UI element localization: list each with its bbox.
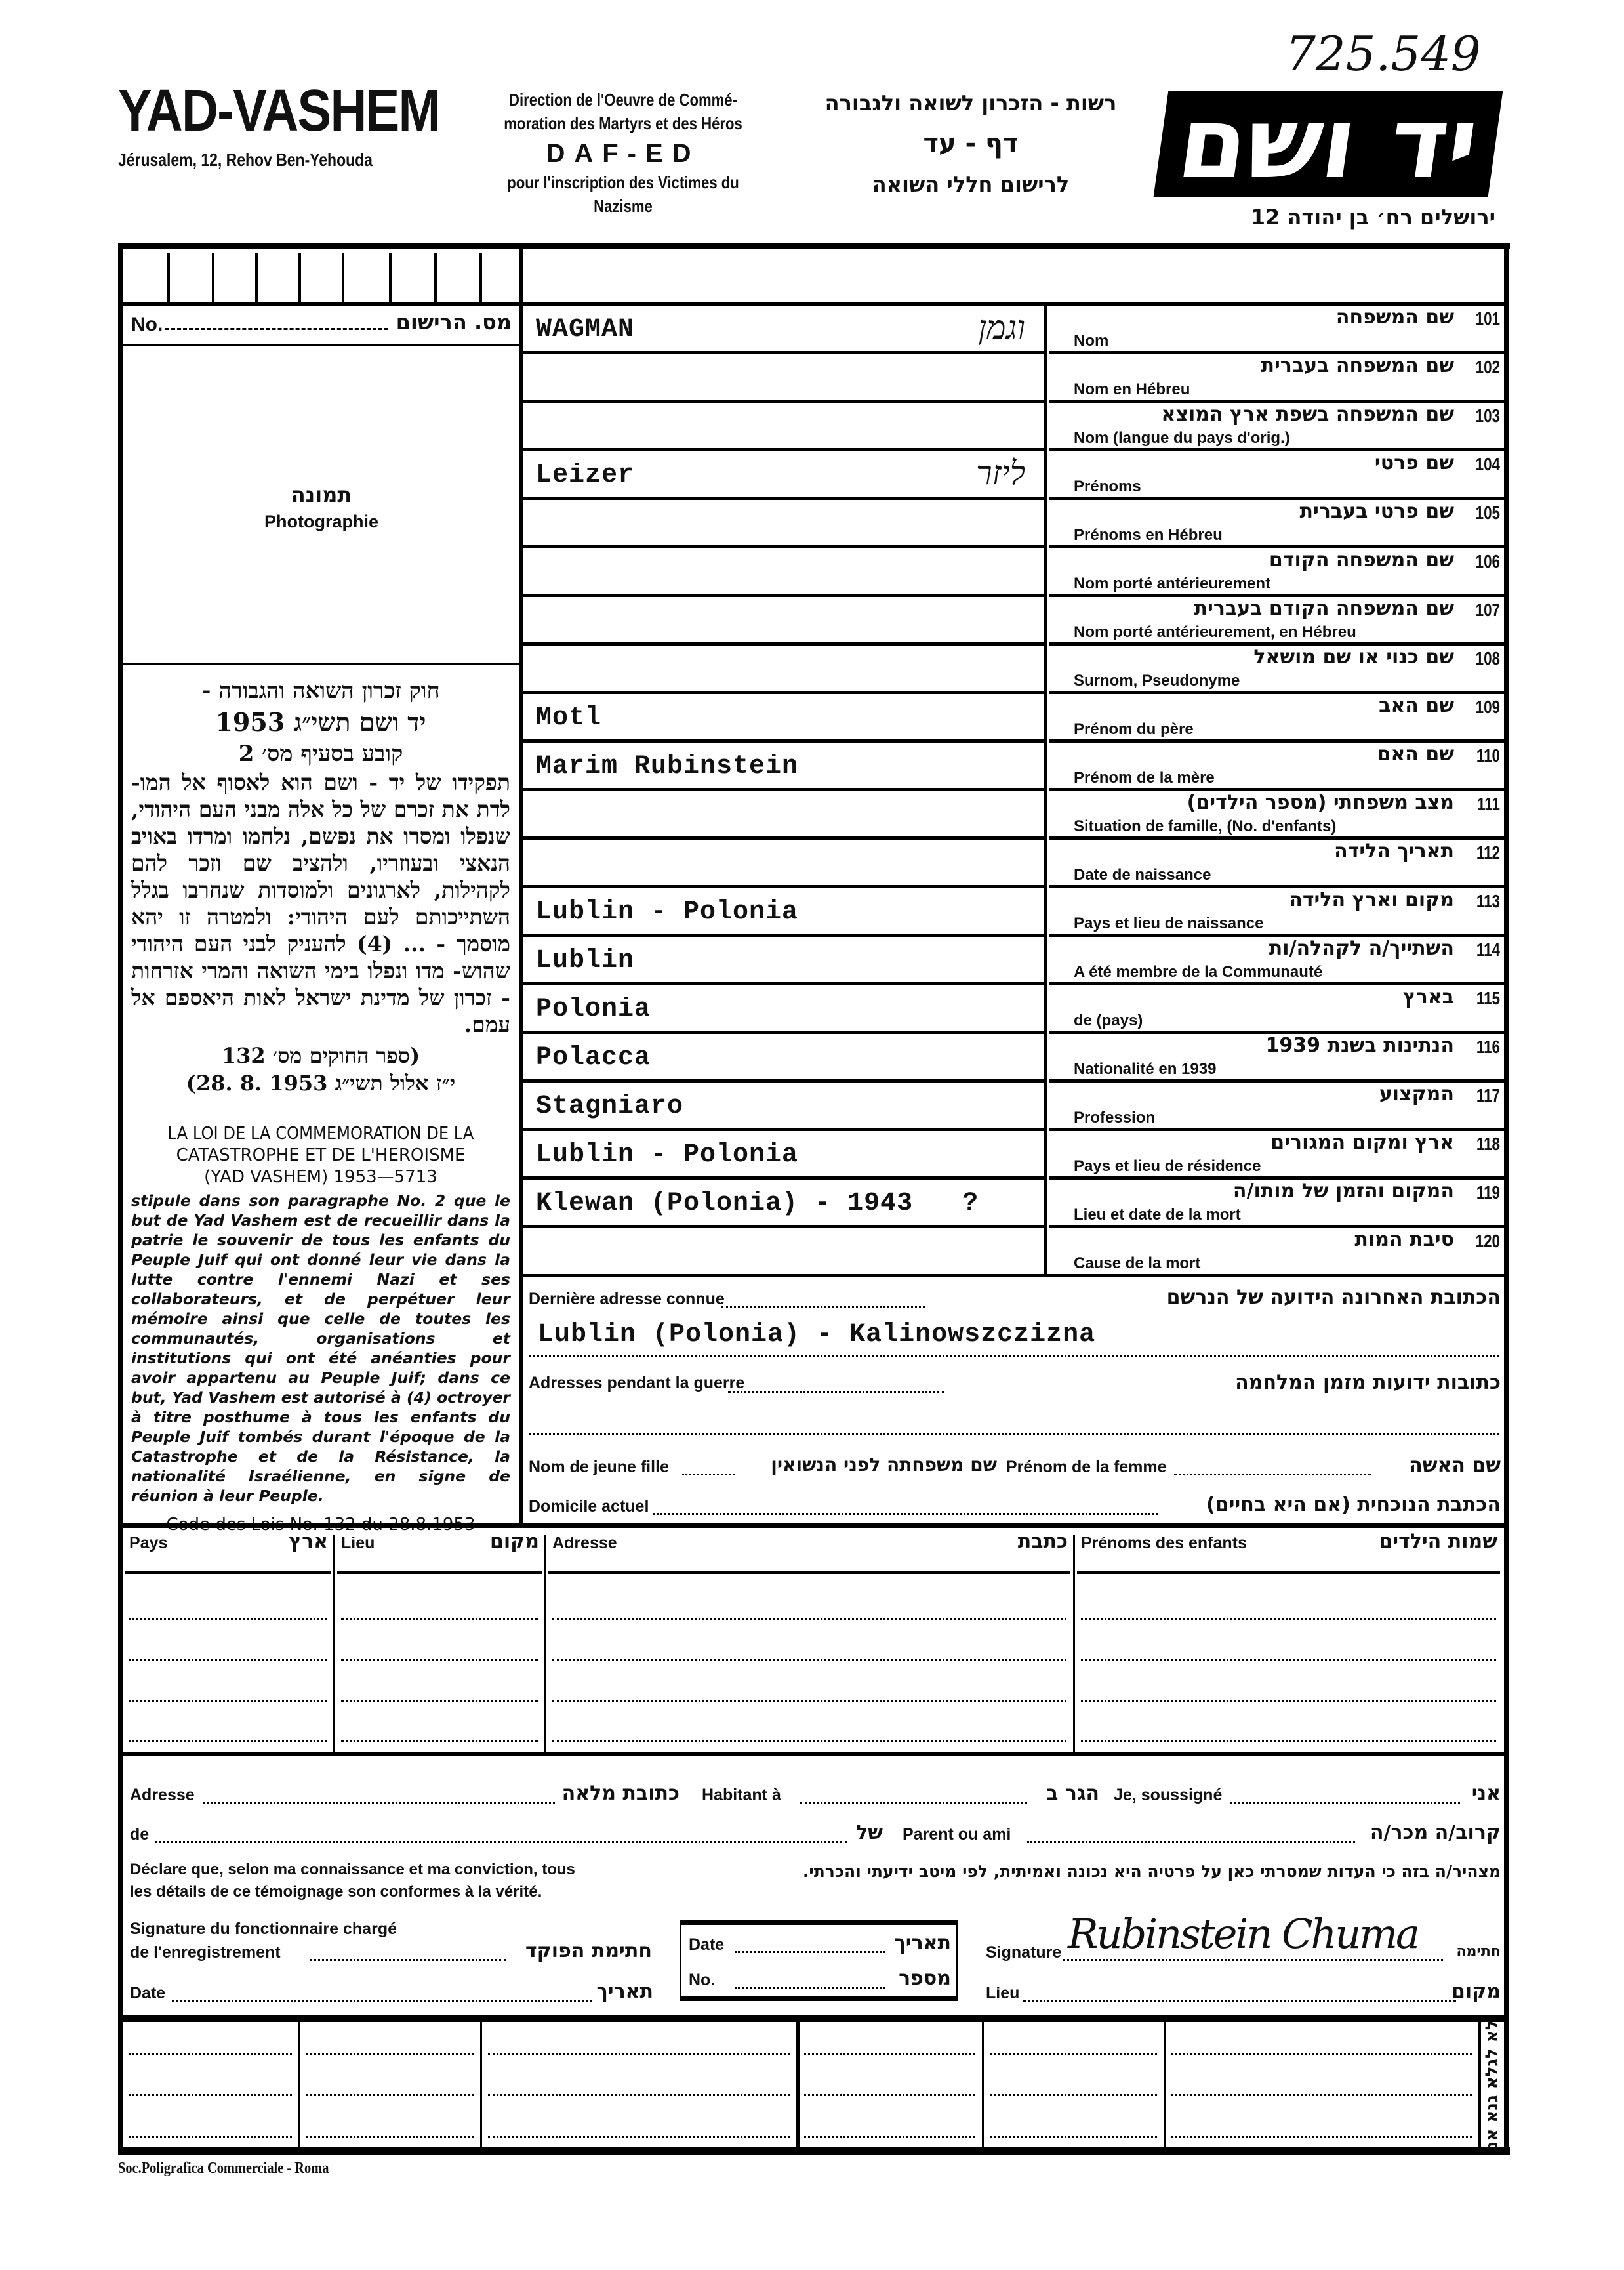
field-label: Profession (1074, 1109, 1156, 1126)
field-label-heb: שם כנוי או שם מושאל (1253, 646, 1454, 669)
field-row-108 (523, 644, 1504, 693)
children-table-cell-line[interactable] (341, 1659, 538, 1661)
digit-box[interactable] (392, 251, 437, 302)
field-number: 120 (1475, 1231, 1500, 1251)
declarant-address-label-heb: כתובת מלאה (561, 1782, 680, 1805)
field-value[interactable]: Polacca (536, 1043, 651, 1073)
field-label: Prénom de la mère (1074, 769, 1215, 787)
field-label: Situation de famille, (No. d'enfants) (1074, 817, 1337, 835)
bottom-table-top (123, 2015, 1504, 2022)
war-address-label-heb: כתובות ידועות מזמן המלחמה (1235, 1371, 1501, 1394)
law-heb-ref-2: י״ז אלול תשי״ג 1953 .8 .28) (186, 1071, 456, 1096)
bottom-col-divider (982, 2022, 984, 2147)
maiden-name-label-heb: שם משפחתה לפני הנשואין (771, 1454, 997, 1476)
field-row-120 (523, 1227, 1504, 1275)
de-field[interactable] (155, 1841, 847, 1843)
frame-bottom (118, 2147, 1510, 2155)
field-row-103 (523, 402, 1504, 450)
field-number: 106 (1475, 551, 1500, 571)
official-date-field[interactable] (172, 2000, 592, 2002)
registration-no-label-heb: מס. הרישום (396, 310, 512, 335)
field-label: Prénom du père (1074, 720, 1194, 738)
domicile-field[interactable] (653, 1513, 1158, 1515)
field-number: 119 (1476, 1182, 1500, 1203)
field-row-114 (523, 936, 1504, 984)
bottom-strip-vertical-text: לא לגלא גנא אנ (1482, 2019, 1502, 2149)
printer-credit: Soc.Poligrafica Commerciale - Roma (118, 2160, 329, 2177)
declaration-heb: מצהיר/ה בזה כי העדות שמסרתי כאן על פרטיה היא נכונה ואמיתית, לפי מיטב ידיעתי והכרתי. (802, 1862, 1501, 1881)
declarant-address-label: Adresse (130, 1786, 195, 1804)
declarant-address-field[interactable] (203, 1802, 555, 1804)
children-col-header: Adresse (552, 1534, 617, 1552)
field-value[interactable]: Stagniaro (536, 1092, 684, 1121)
bottom-col-divider (480, 2022, 482, 2147)
war-address-leader[interactable] (728, 1391, 944, 1393)
bottom-table-cell-line[interactable] (804, 2136, 975, 2138)
box-date-field[interactable] (735, 1951, 885, 1953)
purpose-line-1: pour l'inscription des Victimes du (507, 173, 739, 192)
children-table-cell-line[interactable] (552, 1659, 1066, 1661)
law-heb-title-3: קובע בסעיף מס׳ 2 (238, 741, 403, 767)
photo-label: Photographie (264, 512, 378, 531)
field-row-110 (523, 741, 1504, 790)
parent-field[interactable] (1027, 1841, 1355, 1843)
field-value[interactable]: Lublin (536, 946, 635, 976)
field-number: 114 (1476, 939, 1500, 960)
bottom-table-cell-line[interactable] (306, 2136, 474, 2138)
lieu-label: Lieu (986, 1984, 1020, 2002)
field-row-106 (523, 547, 1504, 596)
children-header-underline (125, 1571, 331, 1574)
habitant-label-heb: הגר ב (1046, 1782, 1099, 1805)
field-number: 113 (1476, 891, 1500, 911)
field-number: 112 (1476, 842, 1500, 863)
box-no-field[interactable] (735, 1987, 885, 1989)
digit-box[interactable] (482, 251, 519, 302)
field-label-heb: שם המשפחה הקודם (1269, 548, 1454, 571)
field-label-heb: ארץ ומקום המגורים (1270, 1131, 1454, 1154)
war-address-line-2[interactable] (529, 1433, 1499, 1435)
signature-field[interactable] (1063, 1959, 1443, 1961)
bottom-col-divider (796, 2022, 800, 2147)
field-number: 107 (1475, 600, 1500, 620)
field-value-handwritten-heb[interactable]: ליזר (976, 454, 1025, 492)
field-label: Nom (langue du pays d'orig.) (1074, 429, 1290, 447)
field-label-heb: שם המשפחה בשפת ארץ המוצא (1161, 403, 1454, 426)
field-number: 116 (1476, 1037, 1500, 1057)
photo-divider (123, 663, 519, 665)
field-label: de (pays) (1074, 1012, 1143, 1029)
official-signature-label-1: Signature du fonctionnaire chargé (130, 1920, 397, 1938)
bottom-table-cell-line[interactable] (990, 2094, 1157, 2096)
field-number: 109 (1475, 697, 1500, 717)
je-soussigne-field[interactable] (1230, 1802, 1460, 1804)
law-heb-title-2: יד ושם תשי״ג 1953 (215, 707, 426, 737)
field-label-heb: השתייך/ה לקהלה/ות (1269, 937, 1454, 960)
official-date-label: Date (130, 1984, 166, 2002)
children-table-cell-line[interactable] (1081, 1700, 1496, 1702)
field-row-105 (523, 499, 1504, 547)
children-col-header: Lieu (341, 1534, 375, 1552)
field-label: A été membre de la Communauté (1074, 963, 1323, 981)
children-col-divider (544, 1535, 546, 1752)
law-hebrew (131, 676, 510, 1097)
box-date-label: Date (689, 1935, 725, 1954)
field-value[interactable]: Lublin - Polonia (536, 898, 799, 927)
field-row-116 (523, 1033, 1504, 1081)
purpose-line-2: Nazisme (594, 196, 653, 216)
field-row-104 (523, 450, 1504, 499)
field-label-heb: שם האם (1377, 743, 1454, 766)
field-label-heb: סיבת המות (1354, 1228, 1454, 1251)
yad-vashem-logo: יד ושם (1154, 91, 1503, 197)
field-row-113 (523, 887, 1504, 936)
field-label: Prénoms (1074, 478, 1141, 495)
field-label: Pays et lieu de résidence (1074, 1157, 1261, 1175)
field-number: 108 (1475, 648, 1500, 669)
field-value[interactable]: Polonia (536, 995, 651, 1024)
lieu-field[interactable] (1023, 2000, 1456, 2002)
field-number: 115 (1476, 988, 1500, 1008)
children-table-cell-line[interactable] (341, 1740, 538, 1742)
children-table-cell-line[interactable] (552, 1700, 1066, 1702)
field-label-heb: תאריך הלידה (1334, 840, 1454, 863)
parent-label-heb: קרוב/ה מכר/ה (1370, 1821, 1501, 1844)
registration-divider (123, 344, 519, 346)
org-name: YAD-VASHEM (118, 78, 440, 144)
column-divider-right (1044, 304, 1047, 1275)
last-address-line-2[interactable] (529, 1355, 1499, 1357)
bottom-table-cell-line[interactable] (1171, 2094, 1472, 2096)
heb-address: ירושלים רח׳ בן יהודה 12 (1250, 205, 1495, 230)
bottom-table-cell-line[interactable] (129, 2053, 292, 2055)
law-fr-title-1: LA LOI DE LA COMMEMORATION DE LA (167, 1124, 474, 1144)
habitant-label: Habitant à (702, 1786, 781, 1804)
domicile-label: Domicile actuel (529, 1497, 649, 1516)
de-label-heb: של (856, 1821, 883, 1844)
war-address-label: Adresses pendant la guerre (529, 1374, 745, 1392)
field-label-heb: שם המשפחה בעברית (1261, 354, 1454, 377)
field-label: Nationalité en 1939 (1074, 1060, 1217, 1078)
last-address-label-heb: הכתובת האחרונה הידועה של הנרשם (1166, 1286, 1501, 1309)
bottom-table-cell-line[interactable] (804, 2053, 975, 2055)
bottom-table-cell-line[interactable] (129, 2136, 292, 2138)
bottom-col-divider (1164, 2022, 1166, 2147)
signature-value[interactable]: Rubinstein Chuma (1068, 1910, 1419, 1958)
field-number: 105 (1475, 503, 1500, 523)
field-label: Surnom, Pseudonyme (1074, 672, 1240, 690)
field-row-111 (523, 790, 1504, 838)
bottom-table-cell-line[interactable] (1171, 2053, 1472, 2055)
children-table-cell-line[interactable] (129, 1740, 327, 1742)
field-label: Nom porté antérieurement, en Hébreu (1074, 623, 1356, 641)
field-row-107 (523, 596, 1504, 644)
last-address-leader (721, 1306, 925, 1308)
children-table-cell-line[interactable] (1081, 1659, 1496, 1661)
digit-box[interactable] (123, 251, 170, 302)
address-section-top (523, 1274, 1504, 1277)
field-label: Nom porté antérieurement (1074, 575, 1271, 592)
digit-box[interactable] (258, 251, 301, 302)
children-table-cell-line[interactable] (552, 1618, 1066, 1620)
field-label-heb: שם פרטי בעברית (1299, 500, 1454, 523)
field-row-102 (523, 353, 1504, 402)
field-value-handwritten-heb[interactable]: וגמן (978, 308, 1025, 346)
bottom-table-cell-line[interactable] (306, 2053, 474, 2055)
field-row-119 (523, 1178, 1504, 1227)
official-date-label-heb: תאריך (596, 1980, 653, 2003)
official-signature-field[interactable] (310, 1959, 506, 1961)
field-row-112 (523, 838, 1504, 887)
children-header-underline (337, 1571, 542, 1574)
frame-top (118, 243, 1510, 249)
frame-left (118, 243, 123, 2155)
heb-purpose: לרישום חללי השואה (872, 172, 1070, 197)
children-table-bottom (123, 1752, 1504, 1756)
bottom-col-divider (298, 2022, 300, 2147)
children-col-header: Prénoms des enfants (1081, 1534, 1247, 1552)
children-col-divider (1073, 1535, 1075, 1752)
signature-label: Signature (986, 1943, 1062, 1962)
law-fr-title-2: CATASTROPHE ET DE L'HEROISME (176, 1145, 466, 1165)
field-label: Pays et lieu de naissance (1074, 915, 1264, 932)
children-col-header: Pays (129, 1534, 168, 1552)
je-soussigne-label-heb: אני (1471, 1782, 1501, 1805)
box-date-label-heb: תאריך (894, 1931, 951, 1954)
digit-box[interactable] (214, 251, 258, 302)
field-value[interactable]: Lublin - Polonia (536, 1140, 799, 1170)
field-label-heb: שם המשפחה הקודם בעברית (1194, 597, 1454, 620)
children-header-underline (1077, 1571, 1500, 1574)
digit-box[interactable] (170, 251, 214, 302)
handwritten-number: 725.549 (1286, 26, 1481, 81)
bottom-table-cell-line[interactable] (488, 2094, 790, 2096)
children-header-underline (548, 1571, 1070, 1574)
children-table-cell-line[interactable] (129, 1700, 327, 1702)
field-value[interactable]: Klewan (Polonia) - 1943 ? (536, 1189, 979, 1218)
frame-right (1504, 243, 1509, 2155)
law-french (131, 1123, 510, 1535)
wife-name-label-heb: שם האשה (1409, 1454, 1501, 1477)
bottom-table-cell-line[interactable] (129, 2094, 292, 2096)
bottom-table-cell-line[interactable] (990, 2136, 1157, 2138)
registration-no-label: No. (131, 314, 163, 335)
field-label-heb: שם האב (1379, 694, 1454, 717)
field-label: Nom (1074, 332, 1109, 350)
photo-label-heb: תמונה (291, 482, 352, 507)
children-table-cell-line[interactable] (341, 1700, 538, 1702)
children-table-cell-line[interactable] (341, 1618, 538, 1620)
field-value[interactable]: Marim Rubinstein (536, 752, 799, 781)
field-label: Date de naissance (1074, 866, 1211, 884)
direction-line-1: Direction de l'Oeuvre de Commé- (509, 90, 737, 110)
field-label-heb: מצב משפחתי (מספר הילדים) (1187, 791, 1454, 814)
field-number: 101 (1475, 308, 1500, 329)
bottom-table-cell-line[interactable] (488, 2053, 790, 2055)
field-value[interactable]: Motl (536, 703, 602, 733)
children-col-header-heb: כתבת (1017, 1530, 1068, 1553)
bottom-table-cell-line[interactable] (1171, 2136, 1472, 2138)
children-table-cell-line[interactable] (129, 1618, 327, 1620)
wife-name-field[interactable] (1174, 1474, 1371, 1476)
children-table-cell-line[interactable] (1081, 1740, 1496, 1742)
field-label-heb: מקום וארץ הלידה (1289, 888, 1454, 911)
official-signature-label-heb: חתימת הפוקד (525, 1939, 652, 1962)
children-col-header-heb: ארץ (289, 1530, 328, 1553)
field-label: Nom en Hébreu (1074, 381, 1190, 398)
field-number: 104 (1475, 454, 1500, 474)
law-heb-body: תפקידו של יד - ושם הוא לאסוף אל המו- לדת את זכרם של כל אלה מבני העם היהודי, שנפלו ומסרו את נפשם, נלחמו ומרדו באויב הנאצי ובעוזריו, ולהציב שם וזכר להם לקהילות, לארגונים ולמוסדות שנחרבו בגלל השתייכותם לעם היהודי: ולמטרה זו יהא מוסמך - ... (4) להעניק לבני העם היהודי שהוש- מדו ונפלו בימי השואה והמרי אזרחות - זכרון של מדינת ישראל לאות היאספם אל עמם. (131, 770, 511, 1037)
field-number: 103 (1475, 405, 1500, 426)
digit-box[interactable] (301, 251, 344, 302)
digit-box[interactable] (344, 251, 392, 302)
maiden-name-field[interactable] (682, 1474, 735, 1476)
children-table-cell-line[interactable] (129, 1659, 327, 1661)
official-signature-label-2: de l'enregistrement (130, 1943, 281, 1962)
org-address: Jérusalem, 12, Rehov Ben-Yehouda (118, 150, 373, 170)
field-row-109 (523, 693, 1504, 741)
declaration-line-1: Déclare que, selon ma connaissance et ma conviction, tous (130, 1861, 575, 1878)
field-label-heb: שם פרטי (1374, 451, 1454, 474)
direction-line-2: moration des Martyrs et des Héros (504, 114, 742, 133)
declaration-line-2: les détails de ce témoignage son conformes à la vérité. (130, 1883, 542, 1901)
field-label-heb: בארץ (1402, 985, 1454, 1008)
lieu-label-heb: מקום (1451, 1980, 1501, 2003)
digit-box[interactable] (437, 251, 482, 302)
wife-name-label: Prénom de la femme (1006, 1458, 1167, 1476)
bottom-table-cell-line[interactable] (804, 2094, 975, 2096)
field-label-heb: המקום והזמן של מותו/ה (1232, 1180, 1454, 1203)
field-row-101 (523, 304, 1504, 353)
children-table-cell-line[interactable] (552, 1740, 1066, 1742)
field-label: Cause de la mort (1074, 1254, 1201, 1272)
children-table-cell-line[interactable] (1081, 1618, 1496, 1620)
domicile-label-heb: הכתבת הנוכחית (אם היא בחיים) (1206, 1493, 1501, 1516)
heb-form-name: דף - עד (923, 129, 1019, 159)
field-value[interactable]: WAGMAN (536, 315, 635, 344)
field-number: 111 (1477, 794, 1500, 814)
photo-area[interactable] (125, 348, 518, 479)
last-address-value[interactable]: Lublin (Polonia) - Kalinowszczizna (538, 1320, 1096, 1350)
field-row-117 (523, 1081, 1504, 1130)
field-label-heb: שם המשפחה (1335, 306, 1454, 329)
law-heb-ref-1: (ספר החוקים מס׳ 132 (221, 1043, 420, 1068)
law-fr-body: stipule dans son paragraphe No. 2 que le but de Yad Vashem est de recueillir dans la patrie le souvenir de tous les enfants du Peuple Juif qui ont donné leur vie dans la lutte contre l'ennemi Nazi et ses collaborateurs, et de perpétuer leur mémoire ainsi que celle de toutes les communautés, organisations et institutions qui ont été anéanties pour avoir appartenu au Peuple Juif; dans ce but, Yad Vashem est autorisé à (4) octroyer à titre posthume à tous les enfants du Peuple Juif tombés durant l'époque de la Catastrophe et de la Résistance, la nationalité Israélienne, en signe de réunion à leur Peuple. (131, 1191, 510, 1505)
heb-authority: רשות - הזכרון לשואה ולגבורה (824, 91, 1117, 115)
law-fr-title-3: (YAD VASHEM) 1953—5713 (204, 1167, 437, 1187)
form-name: DAF-ED (546, 139, 700, 168)
habitant-field[interactable] (800, 1802, 1027, 1804)
je-soussigne-label: Je, soussigné (1114, 1786, 1223, 1804)
parent-label: Parent ou ami (903, 1825, 1011, 1844)
bottom-table-cell-line[interactable] (306, 2094, 474, 2096)
children-col-divider (333, 1535, 335, 1752)
last-address-label: Dernière adresse connue (529, 1290, 725, 1308)
field-number: 110 (1476, 745, 1500, 766)
bottom-table-cell-line[interactable] (488, 2136, 790, 2138)
direction-text (459, 88, 787, 218)
registration-no-field[interactable] (165, 328, 388, 330)
field-label-heb: הנתינות בשנת 1939 (1265, 1034, 1454, 1057)
field-number: 118 (1476, 1134, 1500, 1154)
field-label: Prénoms en Hébreu (1074, 526, 1223, 544)
de-label: de (130, 1825, 150, 1844)
children-col-header-heb: מקום (490, 1530, 539, 1553)
law-heb-title-1: חוק זכרון השואה והגבורה - (201, 678, 440, 704)
field-number: 102 (1475, 357, 1500, 377)
field-number: 117 (1476, 1085, 1500, 1105)
field-label-heb: המקצוע (1379, 1083, 1454, 1105)
bottom-strip (1481, 2019, 1503, 2149)
bottom-table-cell-line[interactable] (990, 2053, 1157, 2055)
signature-label-heb: חתימה (1456, 1943, 1501, 1960)
field-label: Lieu et date de la mort (1074, 1206, 1241, 1224)
children-table-top (123, 1523, 1504, 1528)
field-row-115 (523, 984, 1504, 1033)
children-col-header-heb: שמות הילדים (1379, 1530, 1497, 1553)
field-row-118 (523, 1130, 1504, 1178)
maiden-name-label: Nom de jeune fille (529, 1458, 669, 1476)
field-value[interactable]: Leizer (536, 461, 635, 490)
box-no-label-heb: מספר (899, 1967, 951, 1990)
box-no-label: No. (689, 1971, 716, 1989)
